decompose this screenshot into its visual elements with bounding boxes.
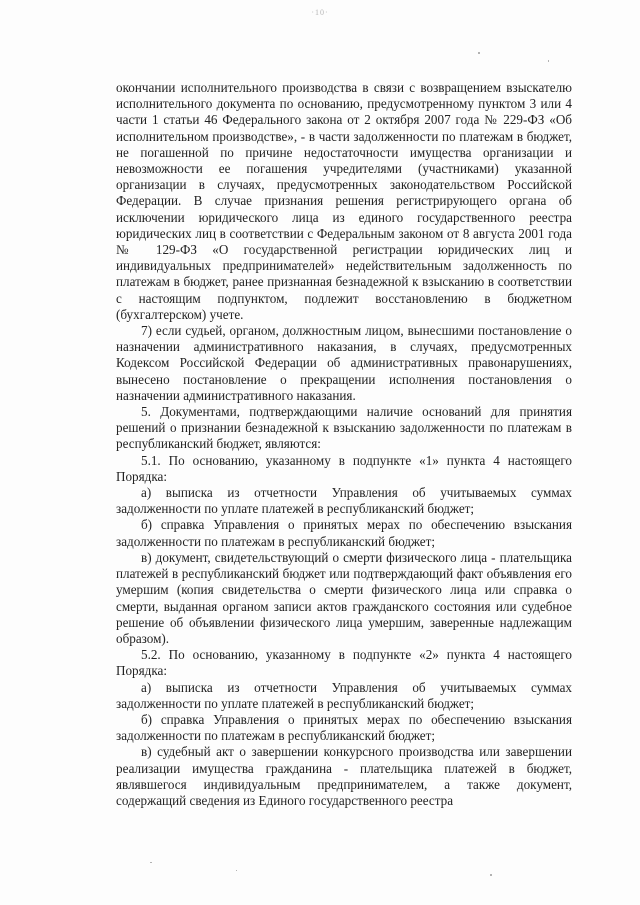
scan-speck xyxy=(478,52,480,54)
paragraph-item-7: 7) если судьей, органом, должностным лицом, вынесшими постановление о назначении административного наказания, в случаях, предусмотренных Кодексом Российской Федерации об административных правонарушениях, вынесено постановление о прекращении исполнения постановления о назначении административного наказания. xyxy=(116,323,572,403)
page-number-mark: ·10· xyxy=(311,8,329,17)
paragraph-section-5: 5. Документами, подтверждающими наличие оснований для принятия решений о признании безнадежной к взысканию задолженности по платежам в республиканский бюджет, являются: xyxy=(116,404,572,452)
paragraph-5-1-v: в) документ, свидетельствующий о смерти физического лица - плательщика платежей в республиканский бюджет или подтверждающий факт объявления его умершим (копия свидетельства о смерти физического лица или справка о смерти, выданная органом записи актов гражданского состояния или судебное решение об объявлении физического лица умершим, заверенные надлежащим образом). xyxy=(116,549,572,646)
paragraph-section-5-2: 5.2. По основанию, указанному в подпункте «2» пункта 4 настоящего Порядка: xyxy=(116,647,572,679)
paragraph-5-1-b: б) справка Управления о принятых мерах по обеспечению взыскания задолженности по платежам в республиканский бюджет; xyxy=(116,517,572,549)
paragraph-section-5-1: 5.1. По основанию, указанному в подпункте «1» пункта 4 настоящего Порядка: xyxy=(116,452,572,484)
paragraph-5-2-v: в) судебный акт о завершении конкурсного производства или завершении реализации имущества гражданина - плательщика платежей в бюджет, являвшегося индивидуальным предпринимателем, а также документ, содержащий сведения из Единого государственного реестра xyxy=(116,744,572,808)
paragraph-5-1-a: а) выписка из отчетности Управления об учитываемых суммах задолженности по уплате платежей в республиканский бюджет; xyxy=(116,485,572,517)
paragraph-continuation: окончании исполнительного производства в связи с возвращением взыскателю исполнительного документа по основанию, предусмотренному пунктом 3 или 4 части 1 статьи 46 Федерального закона от 2 октября 2007 года № 229-ФЗ «Об исполнительном производстве», - в части задолженности по платежам в бюджет, не погашенной по причине недостаточности имущества организации и невозможности ее погашения учредителями (участниками) указанной организации в случаях, предусмотренных законодательством Российской Федерации. В случае признания решения регистрирующего органа об исключении юридического лица из единого государственного реестра юридических лиц в соответствии с Федеральным законом от 8 августа 2001 года № 129-ФЗ «О государственной регистрации юридических лиц и индивидуальных предпринимателей» недействительным задолженность по платежам в бюджет, ранее признанная безнадежной к взысканию в соответствии с настоящим подпунктом, подлежит восстановлению в бюджетном (бухгалтерском) учете. xyxy=(116,80,572,322)
paragraph-5-2-b: б) справка Управления о принятых мерах по обеспечению взыскания задолженности по платежам в республиканский бюджет; xyxy=(116,711,572,744)
scan-speck xyxy=(548,60,549,62)
document-body xyxy=(116,80,572,809)
scan-speck xyxy=(150,862,152,863)
scan-speck xyxy=(236,870,237,871)
paragraph-5-2-a: а) выписка из отчетности Управления об учитываемых суммах задолженности по уплате платежей в республиканский бюджет; xyxy=(116,679,572,711)
scan-speck xyxy=(490,874,492,876)
